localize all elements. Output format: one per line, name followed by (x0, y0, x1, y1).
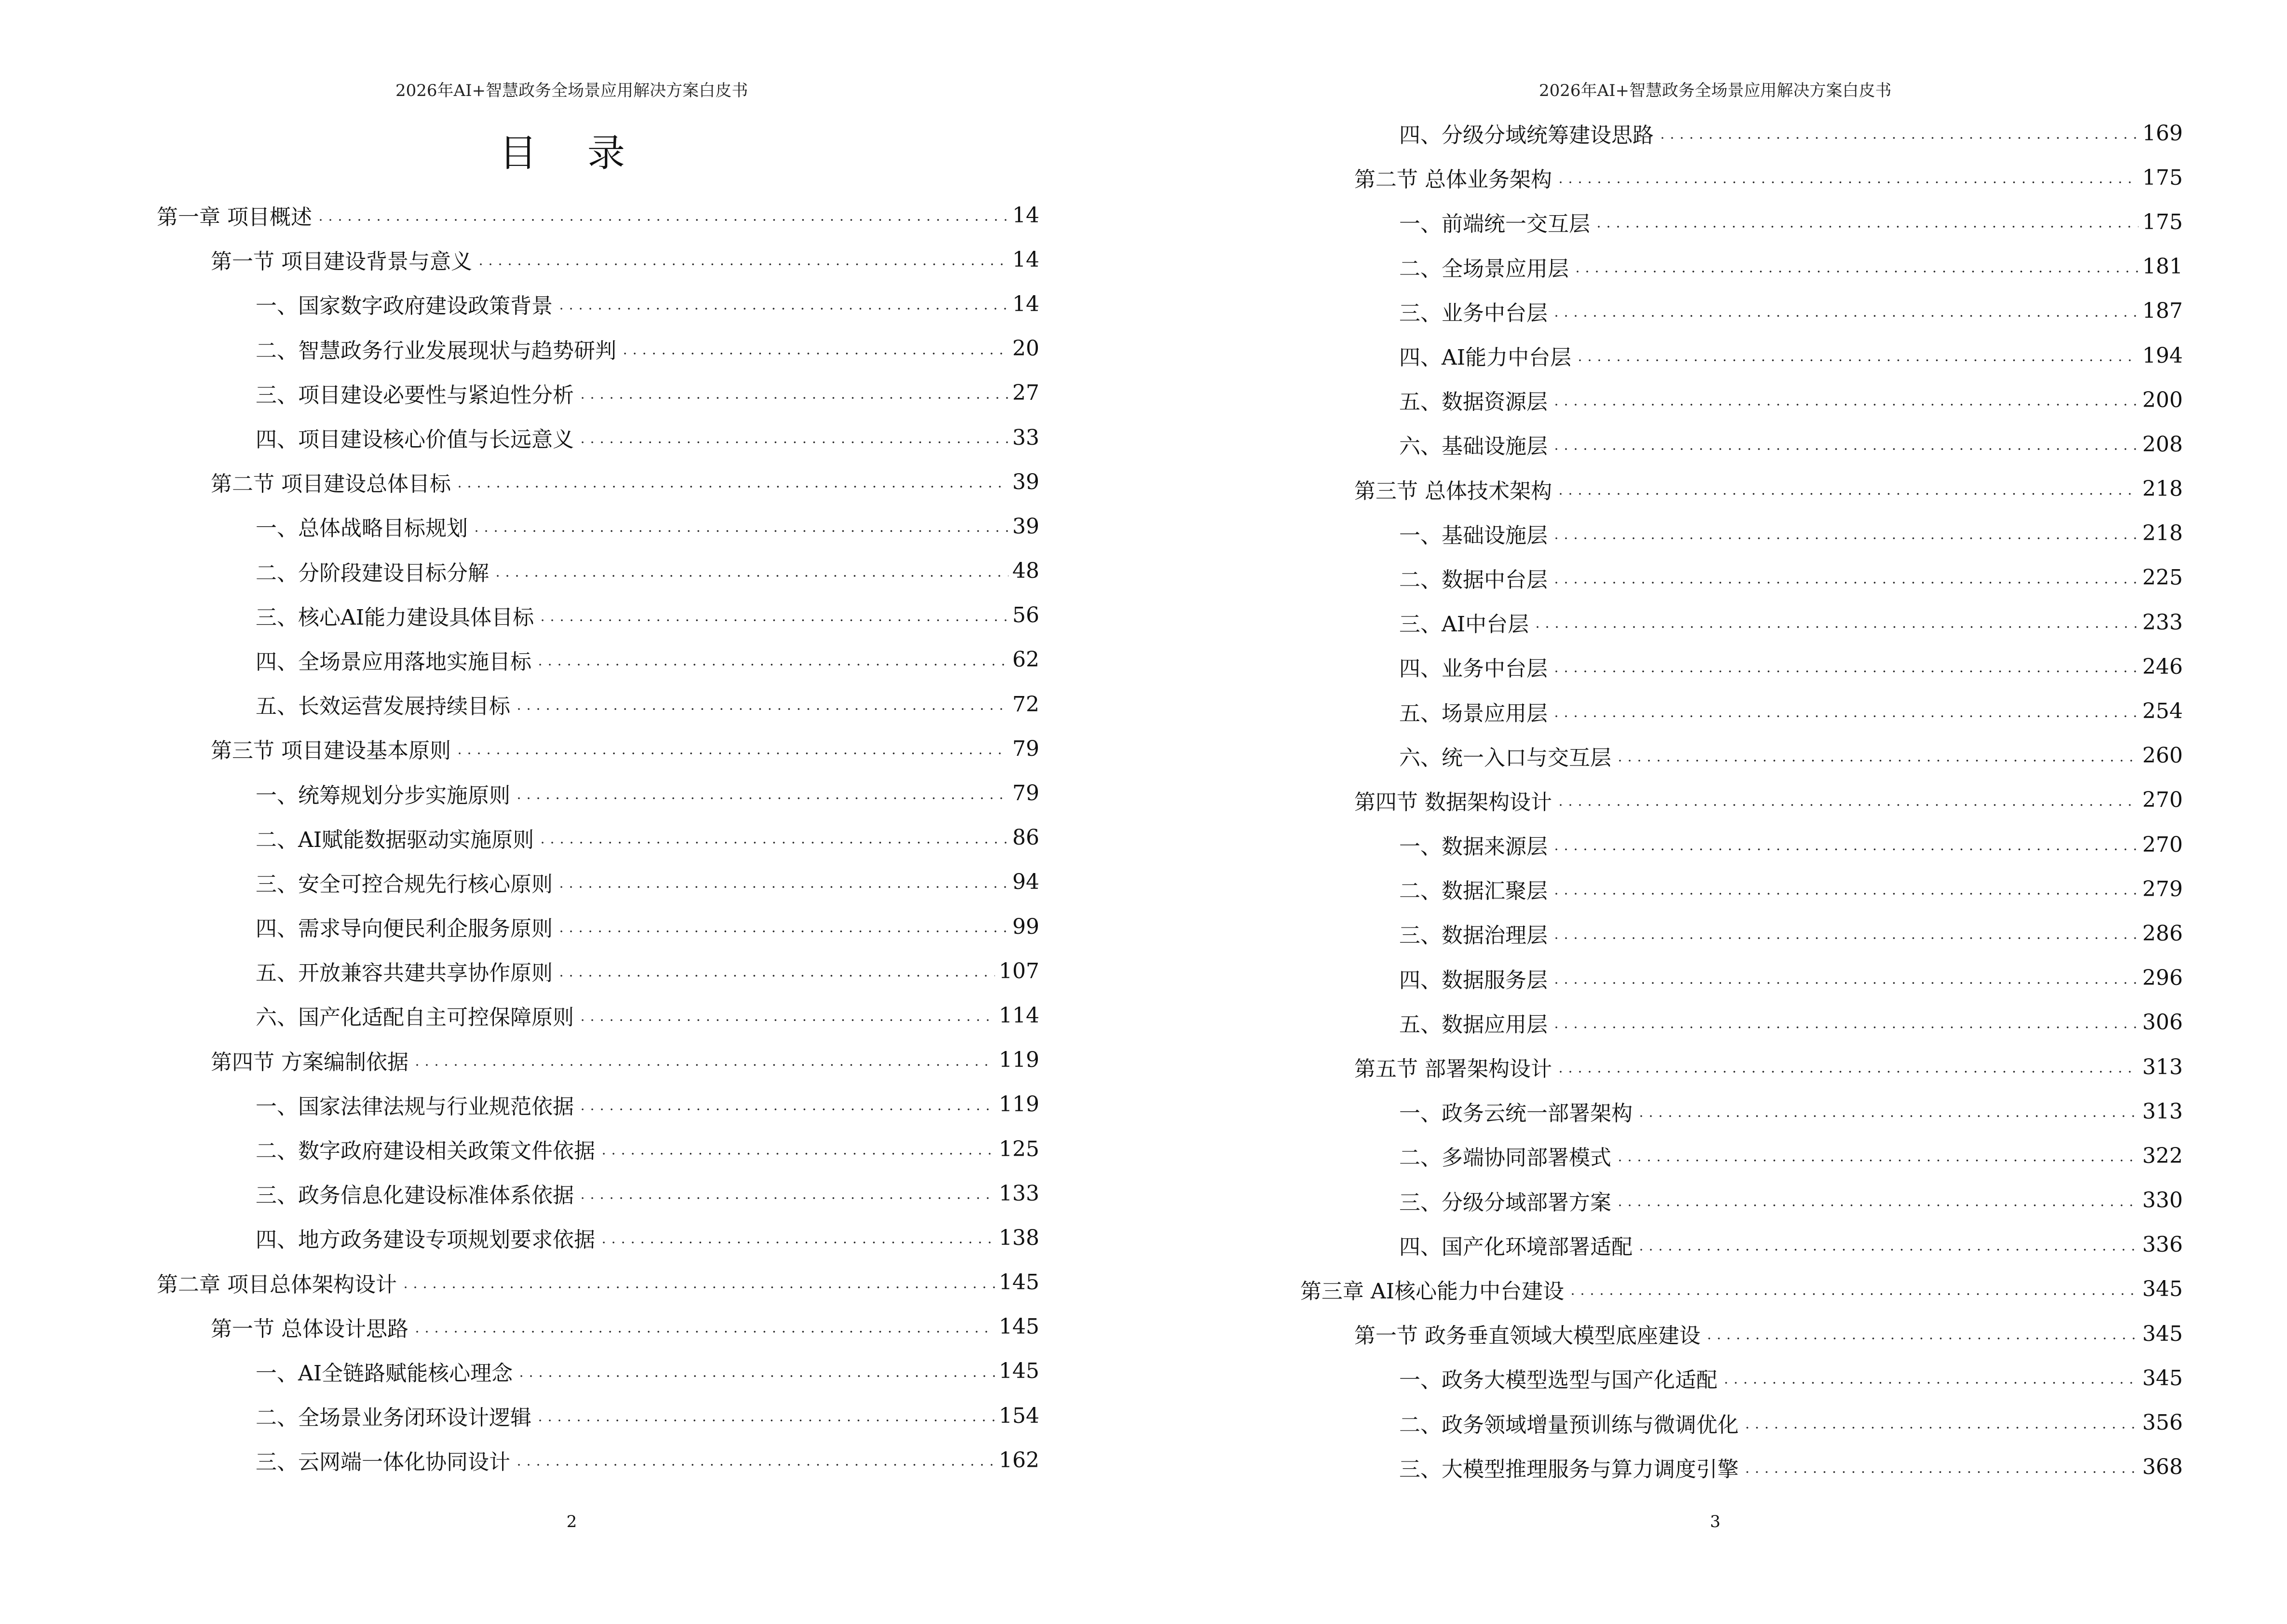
toc-entry-page: 254 (2142, 699, 2183, 724)
page-number: 2 (566, 1512, 577, 1531)
toc-entry-subsection[interactable] (1300, 1356, 2183, 1400)
toc-entry-page: 14 (1012, 203, 1039, 228)
toc-entry-page: 145 (999, 1314, 1039, 1339)
toc-entry-title: 一、AI全链路赋能核心理念 (256, 1361, 513, 1386)
toc-entry-page: 233 (2142, 610, 2183, 635)
toc-entry-title: 二、AI赋能数据驱动实施原则 (256, 827, 534, 852)
dot-leader (538, 827, 1008, 848)
dot-leader (412, 1050, 995, 1071)
toc-entry-title: 第三节 项目建设基本原则 (211, 738, 451, 764)
toc-entry-page: 39 (1012, 469, 1039, 494)
toc-entry-title: 一、数据来源层 (1399, 834, 1548, 860)
toc-entry-title: 第一节 总体设计思路 (211, 1316, 408, 1341)
toc-entry-subsection[interactable] (157, 549, 1039, 593)
toc-entry-subsection[interactable] (157, 1393, 1039, 1438)
dot-leader (412, 1316, 995, 1337)
toc-entry-title: 五、开放兼容共建共享协作原则 (256, 961, 553, 986)
dot-leader (1742, 1412, 2138, 1433)
toc-entry-chapter[interactable] (157, 1260, 1039, 1305)
dot-leader (1568, 1279, 2138, 1300)
toc-entry-title: 第五节 部署架构设计 (1354, 1057, 1552, 1082)
toc-entry-subsection[interactable] (157, 771, 1039, 815)
toc-entry-page: 246 (2142, 654, 2183, 679)
toc-entry-title: 四、需求导向便民利企服务原则 (256, 916, 553, 942)
toc-entry-page: 99 (1012, 914, 1039, 939)
dot-leader (557, 916, 1008, 937)
toc-entry-page: 154 (999, 1403, 1039, 1428)
toc-entry-title: 四、全场景应用落地实施目标 (256, 649, 531, 674)
toc-entry-subsection[interactable] (157, 816, 1039, 860)
toc-entry-subsection[interactable] (1300, 1089, 2183, 1133)
dot-leader (1636, 1101, 2138, 1122)
toc-entry-subsection[interactable] (157, 593, 1039, 638)
toc-entry-title: 五、数据应用层 (1399, 1012, 1548, 1037)
dot-leader (1556, 478, 2138, 500)
toc-entry-page: 345 (2142, 1321, 2183, 1346)
dot-leader (538, 605, 1008, 626)
toc-entry-page: 279 (2142, 876, 2183, 901)
toc-entry-page: 138 (999, 1225, 1039, 1250)
toc-entry-title: 三、云网端一体化协同设计 (256, 1450, 510, 1475)
dot-leader (316, 205, 1008, 226)
toc-entry-page: 200 (2142, 387, 2183, 412)
toc-entry-title: 一、基础设施层 (1399, 523, 1548, 548)
toc-entry-title: 三、数据治理层 (1399, 923, 1548, 948)
toc-entry-subsection[interactable] (157, 282, 1039, 326)
toc-entry-page: 187 (2142, 299, 2183, 324)
toc-entry-subsection[interactable] (1300, 956, 2183, 1000)
dot-leader (472, 516, 1008, 537)
dot-leader (535, 1405, 995, 1426)
running-head: 2026年AI+智慧政务全场景应用解决方案白皮书 (1539, 81, 1892, 100)
dot-leader (557, 293, 1008, 314)
toc-entry-title: 二、全场景应用层 (1399, 256, 1569, 281)
toc-entry-title: 三、安全可控合规先行核心原则 (256, 872, 553, 897)
toc-entry-subsection[interactable] (1300, 1400, 2183, 1445)
toc-entry-page: 225 (2142, 565, 2183, 590)
dot-leader (1573, 256, 2138, 277)
toc-entry-title: 二、数据汇聚层 (1399, 879, 1548, 904)
toc-entry-subsection[interactable] (157, 949, 1039, 993)
toc-entry-title: 第二节 总体业务架构 (1354, 167, 1552, 192)
toc-entry-page: 218 (2142, 477, 2183, 502)
dot-leader (578, 1094, 995, 1115)
dot-leader (1556, 167, 2138, 188)
toc-entry-page: 14 (1012, 291, 1039, 316)
toc-entry-title: 第一节 项目建设背景与意义 (211, 249, 472, 274)
toc-entry-title: 五、场景应用层 (1399, 701, 1548, 726)
dot-leader (1552, 567, 2138, 588)
toc-entry-page: 145 (999, 1359, 1039, 1384)
dot-leader (578, 382, 1008, 404)
toc-entry-title: 一、国家法律法规与行业规范依据 (256, 1094, 574, 1119)
toc-entry-title: 第二章 项目总体架构设计 (157, 1272, 397, 1297)
toc-entry-subsection[interactable] (1300, 867, 2183, 911)
dot-leader (578, 427, 1008, 448)
dot-leader (1721, 1367, 2138, 1389)
toc-entry-subsection[interactable] (1300, 200, 2183, 244)
toc-entry-subsection[interactable] (1300, 600, 2183, 644)
dot-leader (1552, 1012, 2138, 1033)
toc-entry-subsection[interactable] (157, 1171, 1039, 1215)
toc-entry-title: 四、项目建设核心价值与长远意义 (256, 427, 574, 452)
toc-entry-title: 五、数据资源层 (1399, 390, 1548, 415)
toc-entry-subsection[interactable] (1300, 111, 2183, 155)
toc-entry-title: 第一节 政务垂直领域大模型底座建设 (1354, 1324, 1701, 1349)
dot-leader (1742, 1457, 2138, 1478)
toc-entry-page: 145 (999, 1270, 1039, 1295)
dot-leader (1552, 300, 2138, 322)
toc-entry-page: 208 (2142, 432, 2183, 457)
toc-entry-section[interactable] (1300, 155, 2183, 200)
toc-entry-section[interactable] (157, 1038, 1039, 1082)
toc-entry-page: 194 (2142, 343, 2183, 368)
toc-entry-subsection[interactable] (157, 1349, 1039, 1393)
toc-entry-subsection[interactable] (157, 860, 1039, 904)
toc-entry-title: 一、总体战略目标规划 (256, 516, 468, 541)
dot-leader (578, 1183, 995, 1204)
toc-entry-title: 三、项目建设必要性与紧迫性分析 (256, 382, 574, 408)
toc-entry-subsection[interactable] (1300, 333, 2183, 378)
dot-leader (455, 471, 1008, 492)
toc-entry-subsection[interactable] (157, 1438, 1039, 1482)
toc-entry-subsection[interactable] (157, 1215, 1039, 1260)
toc-entry-page: 356 (2142, 1410, 2183, 1435)
dot-leader (1615, 1145, 2138, 1166)
toc-entry-title: 第四节 方案编制依据 (211, 1050, 408, 1075)
toc-entry-title: 四、数据服务层 (1399, 968, 1548, 993)
toc-entry-page: 345 (2142, 1365, 2183, 1391)
running-head: 2026年AI+智慧政务全场景应用解决方案白皮书 (395, 81, 748, 100)
toc-entry-subsection[interactable] (1300, 734, 2183, 778)
toc-entry-title: 三、政务信息化建设标准体系依据 (256, 1183, 574, 1208)
dot-leader (1575, 345, 2138, 366)
toc-entry-subsection[interactable] (157, 1082, 1039, 1127)
toc-entry-title: 四、国产化环境部署适配 (1399, 1234, 1633, 1259)
toc-entry-subsection[interactable] (1300, 822, 2183, 867)
toc-entry-title: 第四节 数据架构设计 (1354, 790, 1552, 815)
dot-leader (1533, 612, 2138, 633)
toc-entry-page: 72 (1012, 692, 1039, 717)
dot-leader (514, 1449, 995, 1471)
toc-entry-subsection[interactable] (1300, 422, 2183, 466)
toc-entry-page: 86 (1012, 825, 1039, 850)
toc-entry-title: 三、业务中台层 (1399, 300, 1548, 326)
toc-entry-page: 175 (2142, 209, 2183, 234)
dot-leader (1658, 123, 2138, 144)
toc-entry-title: 一、政务大模型选型与国产化适配 (1399, 1368, 1717, 1393)
toc-entry-title: 一、统筹规划分步实施原则 (256, 783, 510, 808)
toc-entry-page: 169 (2142, 121, 2183, 146)
toc-entry-title: 一、前端统一交互层 (1399, 212, 1590, 237)
toc-entry-page: 39 (1012, 514, 1039, 539)
toc-entry-subsection[interactable] (1300, 1133, 2183, 1178)
toc-entry-page: 330 (2142, 1188, 2183, 1213)
toc-entry-page: 336 (2142, 1232, 2183, 1257)
dot-leader (514, 694, 1008, 715)
dot-leader (599, 1138, 995, 1160)
toc-entry-title: 二、分阶段建设目标分解 (256, 560, 489, 586)
toc-entry-subsection[interactable] (1300, 1000, 2183, 1045)
toc-entry-page: 20 (1012, 336, 1039, 361)
toc-entry-page: 79 (1012, 781, 1039, 806)
toc-entry-page: 125 (999, 1136, 1039, 1161)
dot-leader (1704, 1323, 2138, 1344)
toc-entry-page: 270 (2142, 832, 2183, 857)
dot-leader (1552, 923, 2138, 944)
toc-entry-section[interactable] (157, 460, 1039, 504)
toc-entry-subsection[interactable] (157, 327, 1039, 371)
toc-entry-page: 162 (999, 1447, 1039, 1473)
dot-leader (1556, 790, 2138, 811)
toc-entry-page: 33 (1012, 425, 1039, 450)
dot-leader (493, 560, 1008, 582)
toc-entry-title: 二、政务领域增量预训练与微调优化 (1399, 1412, 1739, 1437)
toc-entry-subsection[interactable] (157, 638, 1039, 682)
toc-entry-title: 四、地方政务建设专项规划要求依据 (256, 1228, 595, 1253)
toc-entry-section[interactable] (157, 237, 1039, 282)
dot-leader (557, 872, 1008, 893)
toc-entry-page: 119 (999, 1092, 1039, 1117)
dot-leader (1552, 701, 2138, 722)
dot-leader (514, 783, 1008, 804)
toc-entry-title: 三、大模型推理服务与算力调度引擎 (1399, 1457, 1739, 1482)
toc-entry-chapter[interactable] (1300, 1267, 2183, 1311)
dot-leader (455, 738, 1008, 759)
toc-entry-subsection[interactable] (1300, 245, 2183, 289)
toc-entry-title: 三、核心AI能力建设具体目标 (256, 605, 534, 630)
toc-entry-title: 四、AI能力中台层 (1399, 345, 1572, 370)
toc-entry-subsection[interactable] (1300, 1178, 2183, 1223)
toc-entry-title: 四、分级分域统筹建设思路 (1399, 123, 1654, 148)
toc-entry-subsection[interactable] (157, 371, 1039, 415)
toc-entry-subsection[interactable] (1300, 511, 2183, 556)
toc-entry-title: 六、基础设施层 (1399, 434, 1548, 459)
toc-entry-title: 四、业务中台层 (1399, 656, 1548, 682)
toc-entry-subsection[interactable] (157, 993, 1039, 1037)
dot-leader (557, 960, 995, 982)
toc-entry-page: 133 (999, 1181, 1039, 1206)
toc-entry-section[interactable] (157, 726, 1039, 771)
toc-entry-title: 第三节 总体技术架构 (1354, 478, 1552, 504)
dot-leader (1552, 878, 2138, 900)
dot-leader (1552, 434, 2138, 455)
toc-entry-title: 六、国产化适配自主可控保障原则 (256, 1005, 574, 1030)
toc-entry-page: 218 (2142, 521, 2183, 546)
toc-entry-page: 79 (1012, 736, 1039, 761)
toc-entry-page: 296 (2142, 966, 2183, 991)
toc-entry-section[interactable] (1300, 1045, 2183, 1089)
dot-leader (578, 1005, 995, 1026)
toc-entry-title: 一、国家数字政府建设政策背景 (256, 294, 553, 319)
toc-entry-title: 三、AI中台层 (1399, 612, 1529, 637)
toc-entry-subsection[interactable] (157, 504, 1039, 548)
toc-entry-section[interactable] (1300, 467, 2183, 511)
toc-entry-page: 313 (2142, 1099, 2183, 1124)
toc-entry-title: 一、政务云统一部署架构 (1399, 1101, 1633, 1126)
toc-list (157, 193, 1039, 1482)
toc-entry-page: 286 (2142, 921, 2183, 946)
toc-entry-title: 二、智慧政务行业发展现状与趋势研判 (256, 338, 616, 363)
toc-entry-title: 第一章 项目概述 (157, 205, 312, 230)
toc-entry-page: 48 (1012, 559, 1039, 584)
toc-entry-page: 260 (2142, 743, 2183, 768)
toc-entry-subsection[interactable] (1300, 1223, 2183, 1267)
toc-entry-page: 27 (1012, 381, 1039, 406)
toc-entry-page: 175 (2142, 165, 2183, 190)
dot-leader (1552, 523, 2138, 544)
toc-entry-page: 56 (1012, 603, 1039, 628)
toc-entry-title: 五、长效运营发展持续目标 (256, 694, 510, 719)
dot-leader (1636, 1234, 2138, 1256)
toc-entry-page: 345 (2142, 1277, 2183, 1302)
dot-leader (1552, 656, 2138, 677)
toc-entry-subsection[interactable] (1300, 378, 2183, 422)
toc-entry-title: 二、多端协同部署模式 (1399, 1146, 1611, 1171)
toc-entry-page: 270 (2142, 788, 2183, 813)
toc-entry-subsection[interactable] (157, 1127, 1039, 1171)
dot-leader (1556, 1056, 2138, 1078)
toc-entry-page: 14 (1012, 247, 1039, 272)
toc-entry-page: 306 (2142, 1010, 2183, 1035)
toc-entry-subsection[interactable] (157, 682, 1039, 726)
toc-entry-chapter[interactable] (157, 193, 1039, 237)
right-page (1144, 0, 2287, 1624)
dot-leader (1552, 389, 2138, 410)
toc-entry-title: 二、数据中台层 (1399, 567, 1548, 592)
toc-entry-title: 第二节 项目建设总体目标 (211, 472, 451, 497)
toc-entry-subsection[interactable] (1300, 644, 2183, 689)
toc-entry-subsection[interactable] (1300, 689, 2183, 733)
toc-entry-page: 119 (999, 1048, 1039, 1073)
dot-leader (517, 1361, 995, 1382)
toc-entry-subsection[interactable] (1300, 1445, 2183, 1489)
toc-entry-page: 94 (1012, 870, 1039, 895)
toc-entry-title: 第三章 AI核心能力中台建设 (1300, 1279, 1565, 1304)
toc-entry-section[interactable] (157, 1305, 1039, 1349)
toc-entry-page: 322 (2142, 1143, 2183, 1168)
toc-entry-subsection[interactable] (157, 904, 1039, 949)
toc-entry-section[interactable] (1300, 778, 2183, 822)
toc-entry-section[interactable] (1300, 1311, 2183, 1356)
toc-entry-page: 62 (1012, 647, 1039, 672)
toc-entry-page: 368 (2142, 1455, 2183, 1480)
toc-entry-page: 114 (999, 1003, 1039, 1028)
dot-leader (1594, 211, 2138, 232)
dot-leader (599, 1227, 995, 1248)
dot-leader (401, 1272, 995, 1293)
toc-entry-subsection[interactable] (1300, 289, 2183, 333)
toc-list (1300, 111, 2183, 1489)
dot-leader (620, 338, 1008, 359)
page-number: 3 (1710, 1512, 1721, 1531)
toc-entry-page: 107 (999, 958, 1039, 983)
dot-leader (1552, 968, 2138, 989)
dot-leader (1552, 834, 2138, 855)
dot-leader (1615, 1190, 2138, 1211)
toc-entry-title: 二、全场景业务闭环设计逻辑 (256, 1406, 531, 1431)
toc-title: 目 录 (499, 132, 644, 175)
dot-leader (476, 249, 1008, 270)
toc-entry-subsection[interactable] (1300, 911, 2183, 955)
toc-entry-page: 181 (2142, 254, 2183, 279)
toc-entry-subsection[interactable] (1300, 556, 2183, 600)
toc-entry-page: 313 (2142, 1054, 2183, 1079)
toc-entry-title: 三、分级分域部署方案 (1399, 1190, 1611, 1215)
toc-entry-title: 二、数字政府建设相关政策文件依据 (256, 1139, 595, 1164)
dot-leader (535, 649, 1008, 670)
dot-leader (1615, 745, 2138, 766)
toc-entry-subsection[interactable] (157, 415, 1039, 460)
toc-entry-title: 六、统一入口与交互层 (1399, 745, 1611, 770)
